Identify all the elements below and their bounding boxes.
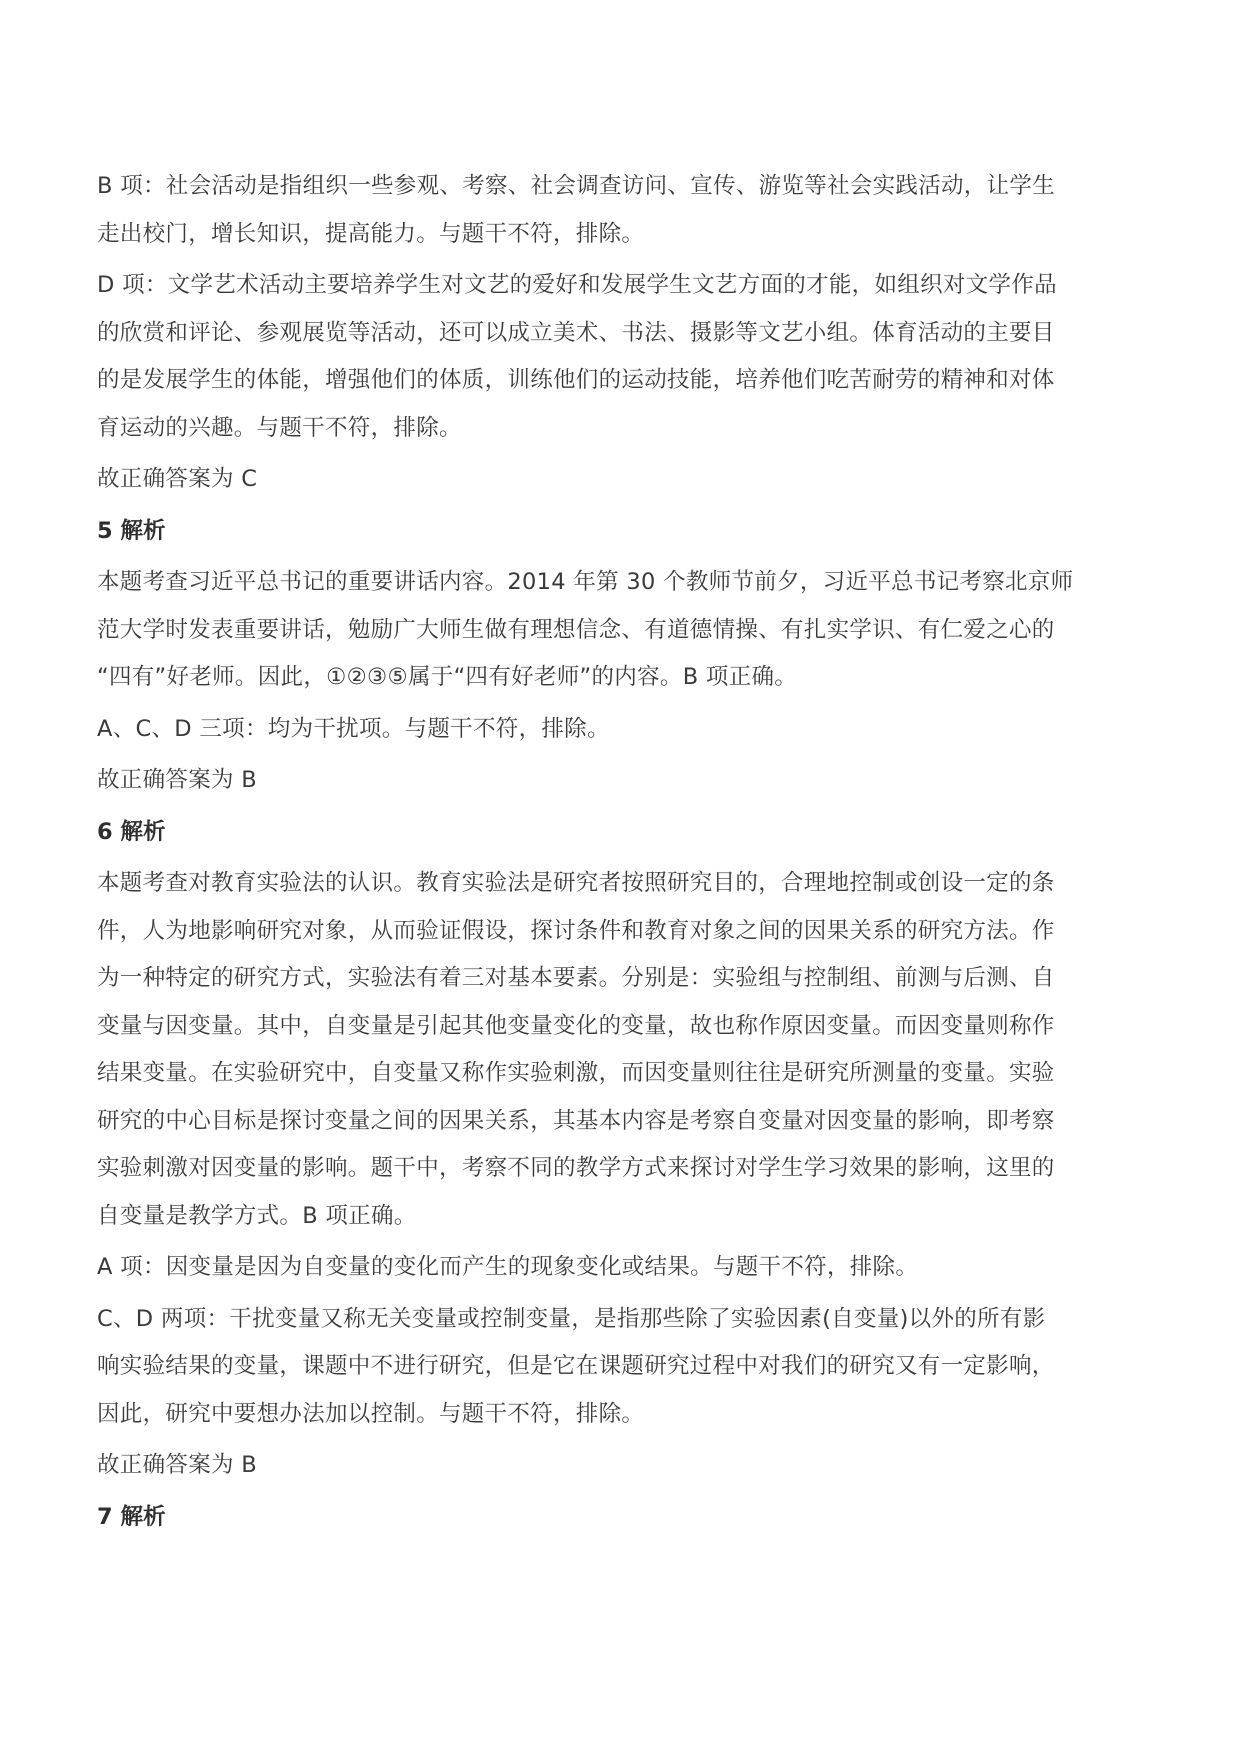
paragraph [97,1442,1152,1490]
text-line: D 项：文学艺术活动主要培养学生对文艺的爱好和发展学生文艺方面的才能，如组织对文学作品 [97,272,1057,298]
text-line: 响实验结果的变量，课题中不进行研究，但是它在课题研究过程中对我们的研究又有一定影响， [97,1353,1055,1379]
text-line: 走出校门，增长知识，提高能力。与题干不符，排除。 [97,220,645,247]
text-line: 故正确答案为 B [97,767,257,793]
text-line: B 项：社会活动是指组织一些参观、考察、社会调查访问、宣传、游览等社会实践活动，让学生 [97,173,1055,199]
section-heading: 5 解析 [97,517,166,544]
text-line: C、D 两项：干扰变量又称无关变量或控制变量，是指那些除了实验因素(自变量)以外的所有影 [97,1305,1046,1332]
text-line: 变量与因变量。其中，自变量是引起其他变量变化的变量，故也称作原因变量。而因变量则称作 [97,1012,1055,1039]
text-line: 本题考查习近平总书记的重要讲话内容。2014 年第 30 个教师节前夕，习近平总书记考察北京师 [97,569,1074,595]
text-line: “四有”好老师。因此，①②③⑤属于“四有好老师”的内容。B 项正确。 [97,664,798,690]
text-line: 的是发展学生的体能，增强他们的体质，训练他们的运动技能，培养他们吃苦耐劳的精神和对体 [97,367,1055,393]
text-line: 的欣赏和评论、参观展览等活动，还可以成立美术、书法、摄影等文艺小组。体育活动的主要目 [97,319,1055,346]
text-line: A、C、D 三项：均为干扰项。与题干不符，排除。 [97,715,610,742]
text-line: 因此，研究中要想办法加以控制。与题干不符，排除。 [97,1400,645,1427]
text-line: 育运动的兴趣。与题干不符，排除。 [97,414,462,441]
paragraph [97,559,1152,702]
text-line: A 项：因变量是因为自变量的变化而产生的现象变化或结果。与题干不符，排除。 [97,1254,919,1280]
text-line: 故正确答案为 B [97,1452,257,1478]
paragraph [97,1244,1152,1292]
text-line: 实验刺激对因变量的影响。题干中，考察不同的教学方式来探讨对学生学习效果的影响，这里的 [97,1155,1055,1181]
text-line: 范大学时发表重要讲话，勉励广大师生做有理想信念、有道德情操、有扎实学识、有仁爱之心的 [97,616,1055,643]
text-line: 件，人为地影响研究对象，从而验证假设，探讨条件和教育对象之间的因果关系的研究方法。作 [97,917,1055,944]
paragraph [97,860,1152,1240]
paragraph [97,706,1152,754]
paragraph [97,456,1152,504]
paragraph [97,262,1152,452]
section-heading: 6 解析 [97,818,166,845]
text-line: 为一种特定的研究方式，实验法有着三对基本要素。分别是：实验组与控制组、前测与后测、自 [97,965,1055,991]
text-line: 本题考查对教育实验法的认识。教育实验法是研究者按照研究目的，合理地控制或创设一定的条 [97,870,1055,896]
document-content [97,163,1152,1545]
section-heading: 7 解析 [97,1503,166,1530]
paragraph [97,1296,1152,1439]
text-line: 故正确答案为 C [97,466,258,492]
text-line: 结果变量。在实验研究中，自变量又称作实验刺激，而因变量则往往是研究所测量的变量。实验 [97,1060,1055,1086]
paragraph [97,163,1152,258]
text-line: 研究的中心目标是探讨变量之间的因果关系，其基本内容是考察自变量对因变量的影响，即考察 [97,1107,1055,1134]
paragraph [97,757,1152,805]
text-line: 自变量是教学方式。B 项正确。 [97,1202,417,1229]
